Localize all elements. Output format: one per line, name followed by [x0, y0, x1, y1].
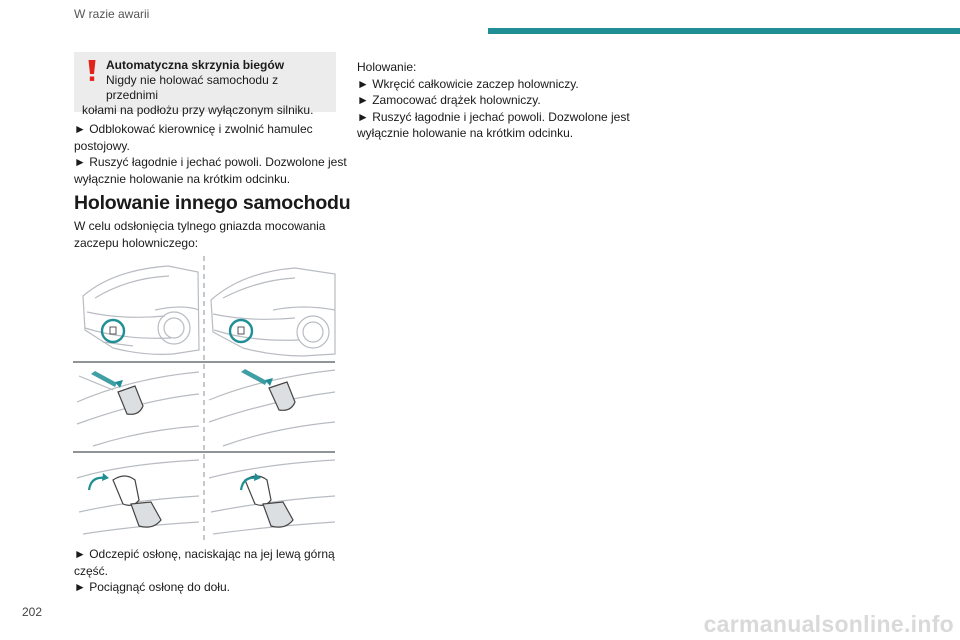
step-line: ► Zamocować drążek holowniczy.	[357, 93, 541, 107]
tow-eye-cover-illustration	[73, 250, 336, 542]
warning-title: Automatyczna skrzynia biegów	[106, 58, 285, 72]
step-line: ► Odblokować kierownicę i zwolnić hamulec	[74, 122, 313, 136]
step-line: wyłącznie holowanie na krótkim odcinku.	[357, 126, 574, 140]
step-line: postojowy.	[74, 138, 130, 153]
section-heading: Holowanie innego samochodu	[74, 192, 351, 214]
figure-steps	[74, 546, 335, 596]
section-header-title: W razie awarii	[74, 7, 150, 21]
left-steps	[74, 121, 347, 187]
step-line: ► Ruszyć łagodnie i jechać powoli. Dozwolone jest	[357, 109, 630, 124]
step-line: ► Odczepić osłonę, naciskając na jej lewą górną	[74, 547, 335, 561]
warning-exclamation-icon	[87, 60, 97, 82]
right-steps	[357, 59, 630, 142]
section-header-bar	[488, 28, 960, 34]
warning-text-line: Nigdy nie holować samochodu z przednimi	[106, 73, 279, 102]
step-line: wyłącznie holowanie na krótkim odcinku.	[74, 171, 291, 186]
step-line: ► Ruszyć łagodnie i jechać powoli. Dozwolone jest	[74, 155, 347, 169]
warning-box	[74, 52, 336, 117]
watermark: carmanualsonline.info	[703, 611, 954, 637]
page-number: 202	[22, 605, 43, 619]
step-line: ► Pociągnąć osłonę do dołu.	[74, 580, 230, 594]
intro-line: W celu odsłonięcia tylnego gniazda mocowania	[74, 219, 326, 233]
step-line: część.	[74, 563, 109, 578]
warning-text-line: kołami na podłożu przy wyłączonym silniku.	[82, 103, 314, 117]
step-line: ► Wkręcić całkowicie zaczep holowniczy.	[357, 76, 579, 91]
intro-line: zaczepu holowniczego:	[74, 235, 199, 250]
section-intro	[74, 218, 325, 251]
step-line: Holowanie:	[357, 60, 417, 74]
